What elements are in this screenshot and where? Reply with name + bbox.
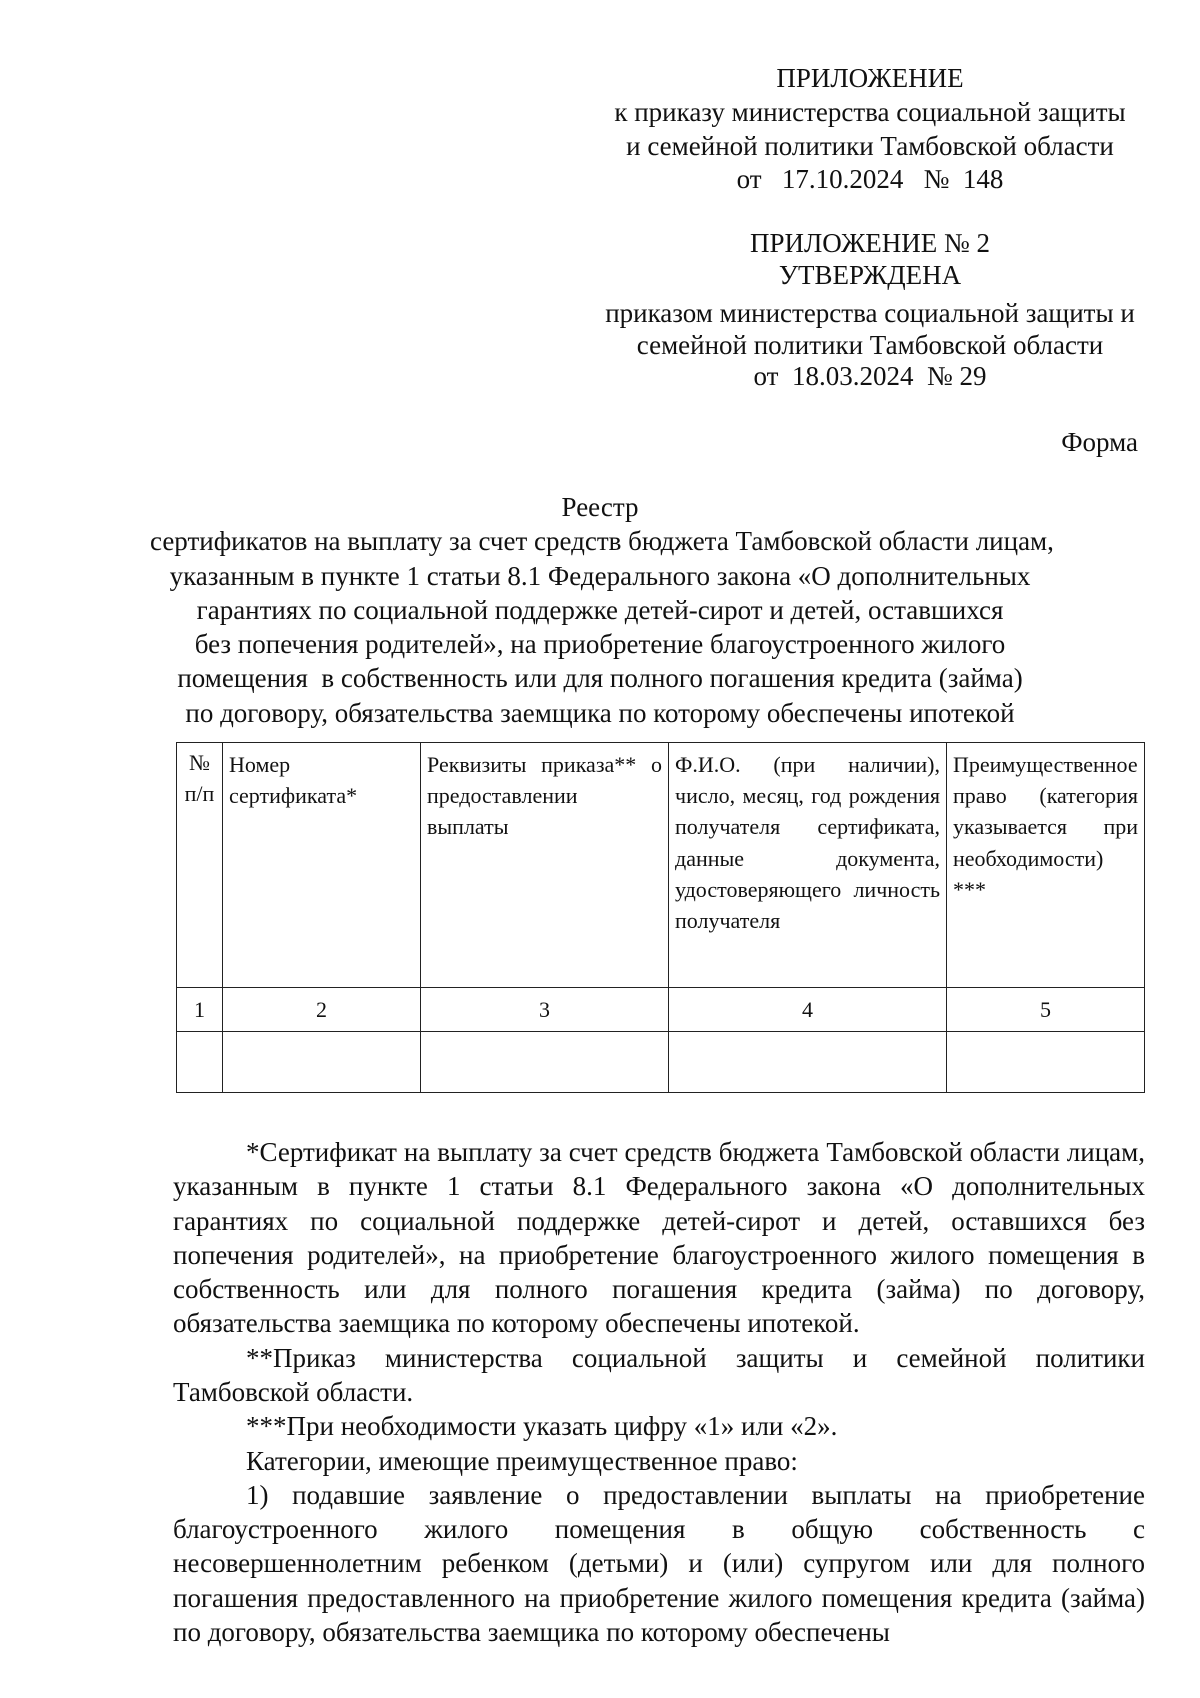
registry-title: Реестр xyxy=(561,492,639,522)
column-number: 1 xyxy=(177,988,223,1032)
registry-title-line: по договору, обязательства заемщика по которому обеспечены ипотекой xyxy=(185,697,1015,728)
appendix-2-header xyxy=(560,228,1180,393)
empty-cell xyxy=(669,1032,947,1093)
column-number: 5 xyxy=(947,988,1145,1032)
footnote-order: **Приказ министерства социальной защиты и семейной политики Тамбовской области. xyxy=(173,1342,1145,1407)
header-cell-fio: Ф.И.О. (при наличии), число, месяц, год рождения получателя сертификата, данные документа, удостоверяющего личность получателя xyxy=(669,743,947,988)
categories-heading: Категории, имеющие преимущественное право: xyxy=(246,1445,798,1476)
appendix-line: и семейной политики Тамбовской области xyxy=(626,130,1114,161)
approved-label: УТВЕРЖДЕНА xyxy=(778,259,962,290)
empty-cell xyxy=(177,1032,223,1093)
header-cell-order: Реквизиты приказа** о предоставлении выплаты xyxy=(421,743,669,988)
appendix-title: ПРИЛОЖЕНИЕ xyxy=(776,63,964,93)
footnote-priority: ***При необходимости указать цифру «1» или «2». xyxy=(246,1411,838,1442)
table-empty-row xyxy=(177,1032,1145,1093)
empty-cell xyxy=(223,1032,421,1093)
appendix-2-line: приказом министерства социальной защиты и xyxy=(605,297,1135,328)
appendix-2-line: семейной политики Тамбовской области xyxy=(636,329,1104,360)
category-item: 1) подавшие заявление о предоставлении выплаты на приобретение благоустроенного жилого помещения в общую собственность с несовершеннолетним ребенком (детьми) и (или) супругом или для полного погашения предоставленного на приобретение жилого помещения кредита (займа) по договору, обязательства заемщика по которому обеспечены xyxy=(173,1479,1145,1647)
appendix-date: от 17.10.2024 № 148 xyxy=(736,164,1004,195)
header-cell-certificate: Номер сертификата* xyxy=(223,743,421,988)
table-header-row xyxy=(177,743,1145,988)
registry-title-block xyxy=(150,490,1054,730)
appendix-2-title: ПРИЛОЖЕНИЕ № 2 xyxy=(749,228,991,258)
header-cell-priority: Преимущественное право (категория указывается при необходимости) *** xyxy=(947,743,1145,988)
appendix-header xyxy=(560,62,1180,197)
table-number-row xyxy=(177,988,1145,1032)
empty-cell xyxy=(421,1032,669,1093)
column-number: 2 xyxy=(223,988,421,1032)
appendix-line: к приказу министерства социальной защиты xyxy=(614,96,1126,127)
column-number: 3 xyxy=(421,988,669,1032)
header-cell-number: № п/п xyxy=(177,743,223,988)
registry-title-line: сертификатов на выплату за счет средств бюджета Тамбовской области лицам, xyxy=(150,526,1054,557)
footnotes xyxy=(173,1135,1145,1649)
registry-title-line: без попечения родителей», на приобретение благоустроенного жилого xyxy=(194,629,1006,660)
registry-title-line: помещения в собственность или для полного погашения кредита (займа) xyxy=(177,663,1023,694)
registry-table xyxy=(176,742,1145,1093)
registry-title-line: гарантиях по социальной поддержке детей-сирот и детей, оставшихся xyxy=(196,594,1004,625)
empty-cell xyxy=(947,1032,1145,1093)
column-number: 4 xyxy=(669,988,947,1032)
registry-title-line: указанным в пункте 1 статьи 8.1 Федерального закона «О дополнительных xyxy=(169,560,1031,591)
form-label: Форма xyxy=(1061,427,1138,457)
footnote-certificate: *Сертификат на выплату за счет средств бюджета Тамбовской области лицам, указанным в пункте 1 статьи 8.1 Федерального закона «О дополнительных гарантиях по социальной поддержке детей-сирот и детей, оставшихся без попечения родителей», на приобретение благоустроенного жилого помещения в собственность или для полного погашения кредита (займа) по договору, обязательства заемщика по которому обеспечены ипотекой. xyxy=(173,1137,1145,1339)
appendix-2-date: от 18.03.2024 № 29 xyxy=(753,361,987,392)
